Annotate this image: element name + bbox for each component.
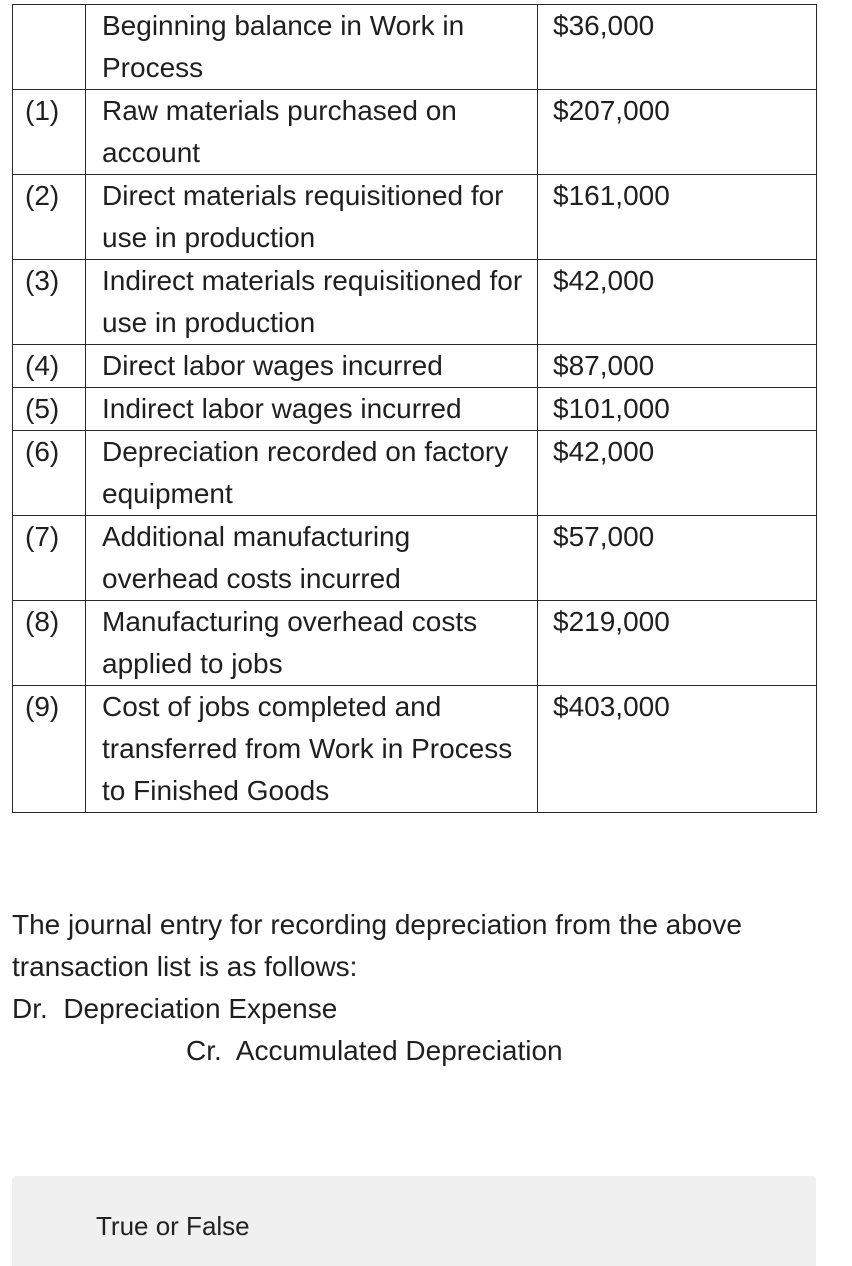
transaction-number: (2) (13, 175, 86, 260)
answer-area[interactable] (12, 1176, 816, 1266)
table-row (13, 5, 817, 90)
table-row (13, 90, 817, 175)
transaction-amount: $87,000 (538, 345, 817, 388)
table-row (13, 175, 817, 260)
transaction-amount: $42,000 (538, 431, 817, 516)
transaction-description: Raw materials purchased on account (86, 90, 538, 175)
table-row (13, 431, 817, 516)
table-row (13, 345, 817, 388)
transaction-description: Direct materials requisitioned for use in production (86, 175, 538, 260)
transactions-table (12, 4, 817, 813)
transaction-amount: $207,000 (538, 90, 817, 175)
transaction-number (13, 5, 86, 90)
transaction-description: Depreciation recorded on factory equipment (86, 431, 538, 516)
transaction-amount: $36,000 (538, 5, 817, 90)
transaction-description: Manufacturing overhead costs applied to jobs (86, 601, 538, 686)
table-row (13, 686, 817, 813)
transaction-description: Cost of jobs completed and transferred from Work in Process to Finished Goods (86, 686, 538, 813)
answer-prompt: True or False (96, 1211, 250, 1241)
table-row (13, 388, 817, 431)
transaction-description: Beginning balance in Work in Process (86, 5, 538, 90)
transaction-number: (6) (13, 431, 86, 516)
transaction-amount: $219,000 (538, 601, 817, 686)
transaction-number: (5) (13, 388, 86, 431)
table-row (13, 260, 817, 345)
transaction-number: (3) (13, 260, 86, 345)
transaction-amount: $403,000 (538, 686, 817, 813)
question-block (12, 904, 812, 1072)
transaction-number: (4) (13, 345, 86, 388)
transaction-number: (7) (13, 516, 86, 601)
journal-credit-line: Cr. Accumulated Depreciation (186, 1035, 563, 1066)
table-row (13, 516, 817, 601)
journal-debit-line: Dr. Depreciation Expense (12, 993, 338, 1024)
transaction-description: Additional manufacturing overhead costs incurred (86, 516, 538, 601)
transaction-description: Direct labor wages incurred (86, 345, 538, 388)
transaction-number: (1) (13, 90, 86, 175)
transaction-description: Indirect labor wages incurred (86, 388, 538, 431)
transaction-amount: $161,000 (538, 175, 817, 260)
table-row (13, 601, 817, 686)
transaction-number: (8) (13, 601, 86, 686)
question-text: The journal entry for recording depreciation from the above transaction list is as follows: (12, 909, 742, 982)
transaction-number: (9) (13, 686, 86, 813)
transaction-amount: $57,000 (538, 516, 817, 601)
transaction-amount: $42,000 (538, 260, 817, 345)
transaction-amount: $101,000 (538, 388, 817, 431)
transaction-description: Indirect materials requisitioned for use in production (86, 260, 538, 345)
